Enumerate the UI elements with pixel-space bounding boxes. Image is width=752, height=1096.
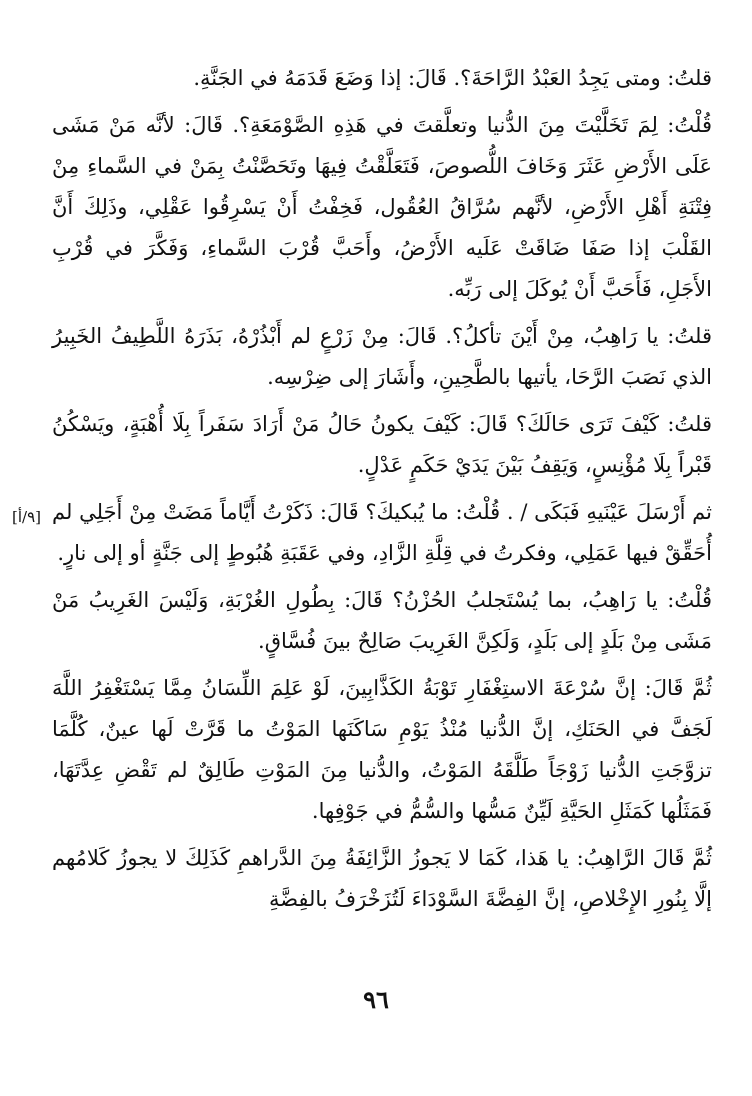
- page-body: [52, 58, 712, 926]
- paragraph-2: قُلْتُ: لِمَ تَخَلَّيْتَ مِنَ الدُّنيا وتعلَّقتَ في هَذِهِ الصَّوْمَعَةِ؟. قَالَ: لأنَّه مَنْ مَشَى عَلَى الأَرْضِ عَثَرَ وَخَافَ اللُّصوصَ، فَتَعَلَّقْتُ فِيهَا وتَحَصَّنْتُ بِمَنْ في السَّماءِ مِنْ فِتْنَةِ أَهْلِ الأَرْضِ، لأنَّهم سُرَّاقُ العُقُول، فَخِفْتُ أَنْ يَسْرِقُوا عَقْلِي، وذَلِكَ أَنَّ القَلْبَ إذا صَفَا ضَاقَتْ عَلَيه الأَرْضُ، وأَحَبَّ قُرْبَ السَّماءِ، وَفَكَّرَ في قُرْبِ الأَجَلِ، فَأَحَبَّ أَنْ يُوكَلَ إلى رَبِّه.: [52, 113, 712, 301]
- paragraph-5: ثم أَرْسَلَ عَيْنَيهِ فَبَكَى / . قُلْتُ: ما يُبكيكَ؟ قَالَ: ذَكَرْتُ أَيَّاماً مَضَتْ مِنْ أَجَلِي لم أُحَقِّقْ فيها عَمَلِي، وفكرتُ في قِلَّةِ الزَّادِ، وفي عَقَبَةِ هُبُوطٍ إلى جَنَّةٍ أو إلى نارٍ.: [52, 500, 712, 565]
- page-number: ٩٦: [363, 985, 389, 1014]
- paragraph-4: قلتُ: كَيْفَ تَرَى حَالَكَ؟ قَالَ: كَيْفَ يكونُ حَالُ مَنْ أَرَادَ سَفَراً بِلَا أُهْبَةٍ، ويَسْكُنُ قَبْراً بِلَا مُؤْنِسٍ، وَيَقِفُ بَيْنَ يَدَيْ حَكَمٍ عَدْلٍ.: [52, 412, 712, 477]
- paragraph-7: ثُمَّ قَالَ: إنَّ سُرْعَةَ الاستِغْفَارِ تَوْبَةُ الكَذَّابِينَ، لَوْ عَلِمَ اللِّسَانُ مِمَّا يَسْتَغْفِرُ اللَّهَ لَجَفَّ في الحَنَكِ، إنَّ الدُّنيا مُنْذُ يَوْمِ سَاكَنَها المَوْتُ ما قَرَّتْ لَها عينٌ، كُلَّمَا تزوَّجَتِ الدُّنيا زَوْجَاً طَلَّقَهُ المَوْتُ، والدُّنيا مِنَ المَوْتِ طَالِقٌ لم تَقْضِ عِدَّتَهَا، فَمَثَلُها كَمَثَلِ الحَيَّةِ لَيِّنٌ مَسُّها والسُّمُّ في جَوْفِها.: [52, 676, 712, 823]
- paragraph-6: قُلْتُ: يا رَاهِبُ، بما يُسْتَجلبُ الحُزْنُ؟ قَالَ: بِطُولِ الغُرْبَةِ، وَلَيْسَ الغَرِيبُ مَنْ مَشَى مِنْ بَلَدٍ إلى بَلَدٍ، وَلَكِنَّ الغَرِيبَ صَالِحٌ بينَ فُسَّاقٍ.: [52, 588, 712, 653]
- paragraph-8: ثُمَّ قَالَ الرَّاهِبُ: يا هَذا، كَمَا لا يَجوزُ الزَّائِفَةُ مِنَ الدَّراهمِ كَذَلِكَ لا يجوزُ كَلامُهم إلَّا بِنُورِ الإِخْلاصِ، إنَّ الفِضَّةَ السَّوْدَاءَ لَتُزَخْرَفُ بالفِضَّةِ: [52, 846, 712, 911]
- paragraph-1: قلتُ: ومتى يَجِدُ العَبْدُ الرَّاحَةَ؟. قَالَ: إذا وَضَعَ قَدَمَهُ في الجَنَّةِ.: [193, 66, 712, 90]
- paragraph-3: قلتُ: يا رَاهِبُ، مِنْ أَيْنَ تأكلُ؟. قَالَ: مِنْ زَرْعٍ لم أَبْذُرْهُ، بَذَرَهُ اللَّطِيفُ الخَبِيرُ الذي نَصَبَ الرَّحَا، يأتيها بالطَّحِينِ، وأَشَارَ إلى ضِرْسِه.: [52, 324, 712, 389]
- manuscript-folio-note: [٩/أ]: [12, 508, 42, 526]
